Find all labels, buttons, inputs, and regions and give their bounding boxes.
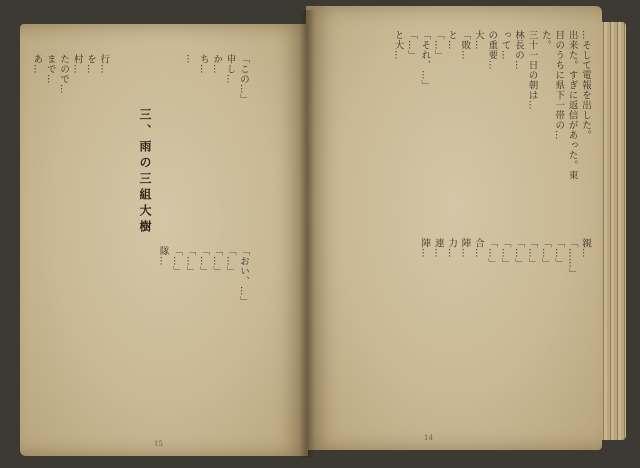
text-column: を… — [84, 54, 96, 74]
text-column: 「…」 — [539, 238, 551, 268]
text-column: 親… — [580, 238, 591, 258]
text-column: 「…」 — [553, 238, 565, 268]
text-column: 村… — [71, 54, 83, 74]
text-column: 「……」 — [566, 238, 578, 278]
text-column: 「…」 — [211, 246, 223, 276]
text-column: 陣… — [419, 238, 431, 258]
text-column: 出来た。すぎに返信があった。東 — [566, 30, 578, 180]
text-column: 「…」 — [184, 246, 196, 276]
text-column: 合… — [472, 238, 484, 258]
text-column: 「…」 — [197, 246, 209, 276]
text-column: …そして電報を出した。 — [580, 30, 591, 140]
text-column: あ… — [31, 54, 43, 74]
left-page — [20, 24, 308, 456]
left-heading-side-block — [30, 54, 110, 232]
left-upper-block — [183, 54, 250, 212]
left-lower-block — [156, 246, 250, 424]
text-column: か… — [211, 54, 223, 74]
text-column: 「…」 — [171, 246, 183, 276]
text-column: 申し… — [224, 54, 236, 84]
text-column: 林長の… — [513, 30, 525, 70]
book-gutter — [299, 10, 315, 458]
text-column: って… — [499, 30, 511, 60]
text-column: た。 — [539, 30, 551, 50]
right-page — [306, 6, 602, 450]
text-column: 「おい、…」 — [238, 246, 249, 306]
text-column: と大… — [392, 30, 404, 60]
text-column: 行… — [98, 54, 110, 74]
text-column: 隊… — [157, 246, 169, 266]
text-column: 力… — [446, 238, 458, 258]
text-column: 「…」 — [499, 238, 511, 268]
text-column: 三十一日の朝は… — [526, 30, 538, 110]
text-column: ち… — [197, 54, 209, 74]
text-column: の重要… — [486, 30, 498, 70]
page-edges — [600, 22, 626, 440]
section-heading: 三、雨の三組大樹 — [138, 108, 152, 236]
right-upper-block — [391, 30, 592, 208]
text-column: 「…」 — [432, 30, 444, 60]
text-column: 目のうちに県下一帯の… — [553, 30, 565, 140]
text-column: 「…」 — [526, 238, 538, 268]
text-column: 「敗… — [459, 30, 471, 60]
text-column: まで… — [44, 54, 56, 84]
page-number: 14 — [424, 434, 433, 442]
text-column: … — [184, 54, 196, 64]
text-column: 「…」 — [486, 238, 498, 268]
text-column: 「…」 — [405, 30, 417, 60]
text-column: 「…」 — [224, 246, 236, 276]
text-column: たので… — [58, 54, 70, 94]
text-column: 連… — [432, 238, 444, 258]
text-column: 陣… — [459, 238, 471, 258]
page-number: 15 — [154, 440, 163, 448]
text-column: 「この…」 — [238, 54, 249, 104]
text-column: 「それ、…」 — [419, 30, 431, 90]
text-column: 大… — [472, 30, 484, 50]
right-lower-block — [418, 238, 592, 416]
text-column: と… — [446, 30, 458, 50]
text-column: 「…」 — [513, 238, 525, 268]
